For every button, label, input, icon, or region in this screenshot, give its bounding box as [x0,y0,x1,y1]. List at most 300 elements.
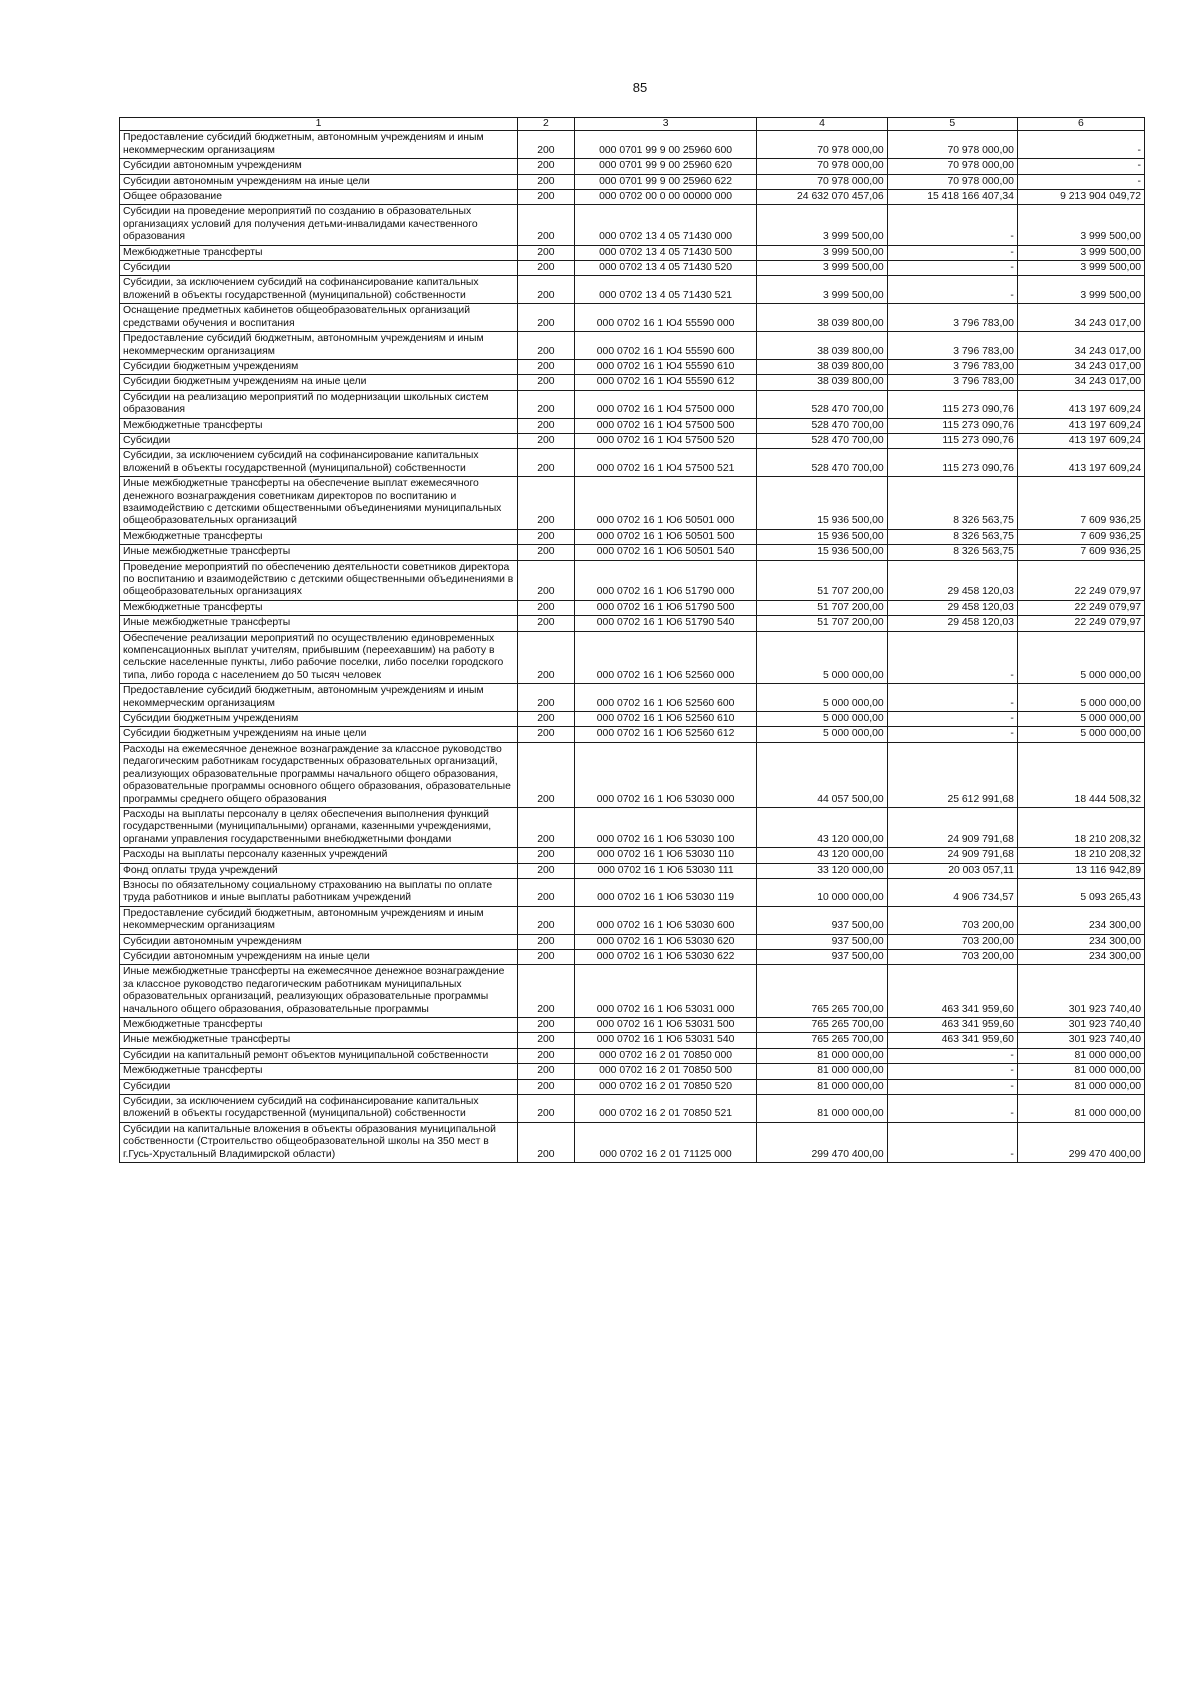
row-value-col5: 115 273 090,76 [887,418,1017,433]
row-value-col6: 413 197 609,24 [1017,418,1144,433]
row-value-col4: 765 265 700,00 [757,1018,887,1033]
row-value-col6: - [1017,159,1144,174]
row-classification-code: 000 0702 16 1 Ю4 57500 521 [574,449,757,477]
row-value-col6: 3 999 500,00 [1017,205,1144,245]
row-value-col4: 528 470 700,00 [757,433,887,448]
row-code: 200 [518,205,575,245]
row-classification-code: 000 0702 13 4 05 71430 500 [574,245,757,260]
row-classification-code: 000 0702 16 1 Ю6 51790 500 [574,600,757,615]
row-value-col4: 765 265 700,00 [757,965,887,1018]
table-row [120,616,1145,631]
row-value-col4: 51 707 200,00 [757,600,887,615]
row-value-col4: 3 999 500,00 [757,245,887,260]
table-row [120,742,1145,807]
row-description: Субсидии автономным учреждениям на иные цели [120,949,518,964]
row-code: 200 [518,1064,575,1079]
row-code: 200 [518,449,575,477]
row-classification-code: 000 0702 16 1 Ю6 53030 620 [574,934,757,949]
table-row [120,1064,1145,1079]
row-value-col6: 34 243 017,00 [1017,359,1144,374]
table-row [120,949,1145,964]
row-value-col5: - [887,1048,1017,1063]
row-value-col4: 937 500,00 [757,906,887,934]
row-value-col4: 765 265 700,00 [757,1033,887,1048]
row-classification-code: 000 0702 16 1 Ю6 50501 500 [574,529,757,544]
row-value-col5: - [887,1064,1017,1079]
table-row [120,529,1145,544]
row-code: 200 [518,949,575,964]
row-code: 200 [518,807,575,847]
row-value-col5: 24 909 791,68 [887,807,1017,847]
row-value-col4: 15 936 500,00 [757,477,887,530]
row-classification-code: 000 0702 13 4 05 71430 521 [574,276,757,304]
row-code: 200 [518,529,575,544]
row-value-col6: 413 197 609,24 [1017,433,1144,448]
row-value-col6: 22 249 079,97 [1017,560,1144,600]
row-description: Субсидии бюджетным учреждениям на иные цели [120,375,518,390]
table-row [120,1033,1145,1048]
row-description: Субсидии, за исключением субсидий на софинансирование капитальных вложений в объекты государственной (муниципальной) собственности [120,276,518,304]
table-row [120,1079,1145,1094]
table-row [120,205,1145,245]
row-description: Субсидии автономным учреждениям на иные цели [120,174,518,189]
row-code: 200 [518,304,575,332]
row-value-col4: 15 936 500,00 [757,529,887,544]
row-classification-code: 000 0702 16 1 Ю4 55590 610 [574,359,757,374]
table-row [120,807,1145,847]
row-code: 200 [518,906,575,934]
row-description: Межбюджетные трансферты [120,529,518,544]
row-value-col4: 937 500,00 [757,949,887,964]
table-row [120,190,1145,205]
row-classification-code: 000 0702 16 2 01 70850 520 [574,1079,757,1094]
table-row [120,261,1145,276]
row-value-col4: 5 000 000,00 [757,712,887,727]
row-classification-code: 000 0702 13 4 05 71430 520 [574,261,757,276]
row-code: 200 [518,631,575,684]
table-row [120,433,1145,448]
row-value-col5: 703 200,00 [887,906,1017,934]
table-row [120,375,1145,390]
table-row [120,1018,1145,1033]
row-classification-code: 000 0702 13 4 05 71430 000 [574,205,757,245]
row-classification-code: 000 0702 00 0 00 00000 000 [574,190,757,205]
row-value-col4: 10 000 000,00 [757,878,887,906]
row-classification-code: 000 0702 16 1 Ю6 53030 110 [574,848,757,863]
row-value-col6: 34 243 017,00 [1017,375,1144,390]
row-description: Предоставление субсидий бюджетным, автономным учреждениям и иным некоммерческим организациям [120,332,518,360]
row-code: 200 [518,433,575,448]
row-value-col6: 5 000 000,00 [1017,631,1144,684]
row-classification-code: 000 0702 16 1 Ю6 51790 540 [574,616,757,631]
row-value-col5: 70 978 000,00 [887,131,1017,159]
row-value-col5: 29 458 120,03 [887,560,1017,600]
row-code: 200 [518,1122,575,1162]
row-code: 200 [518,560,575,600]
row-description: Субсидии на капитальный ремонт объектов муниципальной собственности [120,1048,518,1063]
row-code: 200 [518,332,575,360]
row-value-col5: - [887,712,1017,727]
row-code: 200 [518,600,575,615]
col-header-4: 4 [757,118,887,131]
row-classification-code: 000 0702 16 1 Ю6 53031 000 [574,965,757,1018]
row-value-col5: 29 458 120,03 [887,600,1017,615]
row-classification-code: 000 0702 16 1 Ю6 52560 612 [574,727,757,742]
row-value-col5: 15 418 166 407,34 [887,190,1017,205]
row-code: 200 [518,174,575,189]
table-row [120,906,1145,934]
row-code: 200 [518,276,575,304]
row-code: 200 [518,261,575,276]
table-row [120,390,1145,418]
row-classification-code: 000 0701 99 9 00 25960 622 [574,174,757,189]
table-row [120,1122,1145,1162]
row-value-col4: 70 978 000,00 [757,174,887,189]
table-row [120,600,1145,615]
table-row [120,1095,1145,1123]
row-description: Иные межбюджетные трансферты [120,1033,518,1048]
row-value-col5: - [887,205,1017,245]
row-description: Предоставление субсидий бюджетным, автономным учреждениям и иным некоммерческим организациям [120,684,518,712]
row-value-col6: 18 210 208,32 [1017,807,1144,847]
row-description: Фонд оплаты труда учреждений [120,863,518,878]
row-description: Расходы на выплаты персоналу казенных учреждений [120,848,518,863]
row-code: 200 [518,359,575,374]
row-code: 200 [518,684,575,712]
row-description: Иные межбюджетные трансферты [120,545,518,560]
row-code: 200 [518,934,575,949]
row-value-col5: 4 906 734,57 [887,878,1017,906]
table-row [120,545,1145,560]
row-value-col6: 5 000 000,00 [1017,684,1144,712]
row-value-col4: 15 936 500,00 [757,545,887,560]
row-value-col4: 51 707 200,00 [757,616,887,631]
row-value-col6: 18 210 208,32 [1017,848,1144,863]
row-value-col5: 8 326 563,75 [887,529,1017,544]
row-value-col5: 8 326 563,75 [887,477,1017,530]
table-row [120,131,1145,159]
row-value-col5: 115 273 090,76 [887,449,1017,477]
row-description: Межбюджетные трансферты [120,1018,518,1033]
row-code: 200 [518,863,575,878]
row-value-col4: 937 500,00 [757,934,887,949]
row-description: Межбюджетные трансферты [120,1064,518,1079]
row-value-col5: - [887,1122,1017,1162]
table-row [120,174,1145,189]
row-value-col4: 38 039 800,00 [757,375,887,390]
row-value-col6: 234 300,00 [1017,934,1144,949]
row-value-col4: 5 000 000,00 [757,631,887,684]
row-value-col5: 24 909 791,68 [887,848,1017,863]
row-value-col6: - [1017,174,1144,189]
row-classification-code: 000 0702 16 1 Ю4 55590 600 [574,332,757,360]
row-value-col6: 22 249 079,97 [1017,600,1144,615]
row-code: 200 [518,545,575,560]
row-code: 200 [518,1095,575,1123]
row-value-col6: 5 000 000,00 [1017,727,1144,742]
row-value-col6: - [1017,131,1144,159]
row-value-col6: 7 609 936,25 [1017,545,1144,560]
table-row [120,276,1145,304]
row-description: Проведение мероприятий по обеспечению деятельности советников директора по воспитанию и взаимодействию с детскими общественными объединениями в общеобразовательных организациях [120,560,518,600]
row-value-col4: 81 000 000,00 [757,1079,887,1094]
row-description: Субсидии бюджетным учреждениям [120,359,518,374]
row-classification-code: 000 0702 16 1 Ю6 53030 600 [574,906,757,934]
row-description: Межбюджетные трансферты [120,600,518,615]
table-row [120,684,1145,712]
row-value-col6: 13 116 942,89 [1017,863,1144,878]
row-code: 200 [518,131,575,159]
row-description: Субсидии [120,261,518,276]
header-row [120,118,1145,131]
row-description: Предоставление субсидий бюджетным, автономным учреждениям и иным некоммерческим организациям [120,131,518,159]
row-description: Субсидии бюджетным учреждениям [120,712,518,727]
row-classification-code: 000 0702 16 1 Ю4 57500 520 [574,433,757,448]
row-classification-code: 000 0702 16 1 Ю6 50501 000 [574,477,757,530]
row-value-col5: - [887,1095,1017,1123]
row-value-col6: 7 609 936,25 [1017,529,1144,544]
row-value-col5: 463 341 959,60 [887,1018,1017,1033]
row-code: 200 [518,375,575,390]
row-value-col5: - [887,245,1017,260]
row-code: 200 [518,245,575,260]
row-value-col4: 43 120 000,00 [757,848,887,863]
row-code: 200 [518,878,575,906]
row-code: 200 [518,1018,575,1033]
row-classification-code: 000 0702 16 1 Ю6 53030 100 [574,807,757,847]
row-description: Субсидии, за исключением субсидий на софинансирование капитальных вложений в объекты государственной (муниципальной) собственности [120,1095,518,1123]
budget-table [119,117,1145,1163]
row-description: Субсидии на проведение мероприятий по созданию в образовательных организациях условий для получения детьми-инвалидами качественного образования [120,205,518,245]
row-description: Межбюджетные трансферты [120,245,518,260]
row-description: Субсидии [120,1079,518,1094]
row-value-col6: 413 197 609,24 [1017,449,1144,477]
table-row [120,712,1145,727]
row-classification-code: 000 0702 16 2 01 70850 000 [574,1048,757,1063]
row-value-col6: 81 000 000,00 [1017,1079,1144,1094]
row-value-col4: 33 120 000,00 [757,863,887,878]
row-value-col6: 7 609 936,25 [1017,477,1144,530]
row-description: Межбюджетные трансферты [120,418,518,433]
row-value-col4: 44 057 500,00 [757,742,887,807]
row-code: 200 [518,390,575,418]
row-value-col6: 413 197 609,24 [1017,390,1144,418]
page-number: 85 [632,80,648,95]
col-header-6: 6 [1017,118,1144,131]
col-header-2: 2 [518,118,575,131]
row-value-col6: 34 243 017,00 [1017,304,1144,332]
table-row [120,934,1145,949]
row-classification-code: 000 0702 16 1 Ю6 53031 540 [574,1033,757,1048]
row-description: Иные межбюджетные трансферты на обеспечение выплат ежемесячного денежного вознаграждения советникам директоров по воспитанию и взаимодействию с детскими общественными объединениями муниципальных общеобразовательных организаций [120,477,518,530]
row-value-col6: 9 213 904 049,72 [1017,190,1144,205]
table-row [120,304,1145,332]
table-row [120,560,1145,600]
row-description: Взносы по обязательному социальному страхованию на выплаты по оплате труда работников и иные выплаты работникам учреждений [120,878,518,906]
row-value-col6: 234 300,00 [1017,949,1144,964]
row-classification-code: 000 0702 16 1 Ю4 57500 500 [574,418,757,433]
row-value-col4: 299 470 400,00 [757,1122,887,1162]
row-code: 200 [518,1033,575,1048]
row-classification-code: 000 0702 16 1 Ю6 53030 119 [574,878,757,906]
row-value-col5: 115 273 090,76 [887,390,1017,418]
row-description: Обеспечение реализации мероприятий по осуществлению единовременных компенсационных выплат учителям, прибывшим (переехавшим) на работу в сельские населенные пункты, либо рабочие поселки, либо поселки городского типа, либо города с населением до 50 тысяч человек [120,631,518,684]
row-description: Общее образование [120,190,518,205]
row-code: 200 [518,477,575,530]
table-row [120,332,1145,360]
row-value-col5: 3 796 783,00 [887,359,1017,374]
row-value-col5: 8 326 563,75 [887,545,1017,560]
row-description: Субсидии на реализацию мероприятий по модернизации школьных систем образования [120,390,518,418]
table-row [120,418,1145,433]
row-description: Субсидии [120,433,518,448]
row-value-col4: 38 039 800,00 [757,304,887,332]
row-classification-code: 000 0702 16 1 Ю4 55590 000 [574,304,757,332]
row-value-col5: - [887,276,1017,304]
row-classification-code: 000 0702 16 1 Ю6 52560 610 [574,712,757,727]
row-value-col5: 29 458 120,03 [887,616,1017,631]
row-value-col6: 22 249 079,97 [1017,616,1144,631]
row-code: 200 [518,848,575,863]
row-value-col6: 301 923 740,40 [1017,965,1144,1018]
table-row [120,631,1145,684]
row-value-col4: 38 039 800,00 [757,332,887,360]
row-value-col5: 115 273 090,76 [887,433,1017,448]
row-classification-code: 000 0702 16 1 Ю6 51790 000 [574,560,757,600]
row-code: 200 [518,742,575,807]
row-code: 200 [518,727,575,742]
row-classification-code: 000 0701 99 9 00 25960 600 [574,131,757,159]
row-value-col4: 81 000 000,00 [757,1064,887,1079]
row-value-col6: 5 093 265,43 [1017,878,1144,906]
row-value-col4: 70 978 000,00 [757,131,887,159]
row-description: Оснащение предметных кабинетов общеобразовательных организаций средствами обучения и воспитания [120,304,518,332]
row-value-col5: - [887,684,1017,712]
table-row [120,1048,1145,1063]
col-header-5: 5 [887,118,1017,131]
row-value-col5: - [887,631,1017,684]
row-value-col4: 3 999 500,00 [757,276,887,304]
table-row [120,245,1145,260]
row-description: Субсидии бюджетным учреждениям на иные цели [120,727,518,742]
row-description: Субсидии автономным учреждениям [120,934,518,949]
row-value-col4: 3 999 500,00 [757,205,887,245]
row-value-col4: 70 978 000,00 [757,159,887,174]
row-classification-code: 000 0702 16 1 Ю6 52560 600 [574,684,757,712]
table-row [120,159,1145,174]
table-row [120,863,1145,878]
row-value-col6: 299 470 400,00 [1017,1122,1144,1162]
row-value-col5: - [887,1079,1017,1094]
row-classification-code: 000 0702 16 2 01 70850 521 [574,1095,757,1123]
row-code: 200 [518,190,575,205]
row-code: 200 [518,159,575,174]
row-value-col6: 81 000 000,00 [1017,1064,1144,1079]
row-code: 200 [518,1079,575,1094]
table-row [120,727,1145,742]
row-value-col5: 703 200,00 [887,934,1017,949]
table-row [120,965,1145,1018]
row-classification-code: 000 0702 16 1 Ю6 53030 000 [574,742,757,807]
row-value-col6: 3 999 500,00 [1017,276,1144,304]
row-value-col5: 20 003 057,11 [887,863,1017,878]
row-classification-code: 000 0702 16 1 Ю6 50501 540 [574,545,757,560]
table-row [120,848,1145,863]
row-classification-code: 000 0702 16 1 Ю6 53030 622 [574,949,757,964]
table-row [120,359,1145,374]
row-value-col6: 5 000 000,00 [1017,712,1144,727]
row-code: 200 [518,712,575,727]
table-row [120,477,1145,530]
row-value-col6: 34 243 017,00 [1017,332,1144,360]
row-classification-code: 000 0701 99 9 00 25960 620 [574,159,757,174]
row-description: Иные межбюджетные трансферты на ежемесячное денежное вознаграждение за классное руководство педагогическим работникам муниципальных образовательных организаций, реализующих образовательные программы начального общего образования, образовательные программы [120,965,518,1018]
row-value-col5: 3 796 783,00 [887,375,1017,390]
row-description: Предоставление субсидий бюджетным, автономным учреждениям и иным некоммерческим организациям [120,906,518,934]
row-code: 200 [518,1048,575,1063]
row-value-col4: 5 000 000,00 [757,727,887,742]
row-value-col6: 18 444 508,32 [1017,742,1144,807]
row-value-col4: 51 707 200,00 [757,560,887,600]
row-code: 200 [518,418,575,433]
row-description: Субсидии на капитальные вложения в объекты образования муниципальной собственности (Строительство общеобразовательной школы на 350 мест в г.Гусь-Хрустальный Владимирской области) [120,1122,518,1162]
row-value-col4: 43 120 000,00 [757,807,887,847]
row-value-col4: 528 470 700,00 [757,418,887,433]
row-value-col5: 25 612 991,68 [887,742,1017,807]
row-value-col4: 5 000 000,00 [757,684,887,712]
row-value-col5: 3 796 783,00 [887,332,1017,360]
row-description: Субсидии, за исключением субсидий на софинансирование капитальных вложений в объекты государственной (муниципальной) собственности [120,449,518,477]
row-value-col6: 301 923 740,40 [1017,1033,1144,1048]
row-value-col5: 463 341 959,60 [887,965,1017,1018]
row-classification-code: 000 0702 16 2 01 71125 000 [574,1122,757,1162]
table-row [120,449,1145,477]
row-value-col5: 70 978 000,00 [887,159,1017,174]
row-value-col5: 463 341 959,60 [887,1033,1017,1048]
table-row [120,878,1145,906]
row-classification-code: 000 0702 16 1 Ю4 55590 612 [574,375,757,390]
col-header-3: 3 [574,118,757,131]
row-classification-code: 000 0702 16 1 Ю4 57500 000 [574,390,757,418]
row-classification-code: 000 0702 16 2 01 70850 500 [574,1064,757,1079]
row-value-col6: 301 923 740,40 [1017,1018,1144,1033]
row-value-col4: 81 000 000,00 [757,1095,887,1123]
row-description: Расходы на ежемесячное денежное вознаграждение за классное руководство педагогическим работникам государственных образовательных организаций, реализующих образовательные программы начального общего образования, образовательные программы основного общего образования, образовательные программы среднего общего образования [120,742,518,807]
row-value-col4: 528 470 700,00 [757,390,887,418]
row-description: Субсидии автономным учреждениям [120,159,518,174]
row-code: 200 [518,616,575,631]
row-classification-code: 000 0702 16 1 Ю6 53031 500 [574,1018,757,1033]
row-classification-code: 000 0702 16 1 Ю6 53030 111 [574,863,757,878]
row-value-col5: 703 200,00 [887,949,1017,964]
row-value-col4: 3 999 500,00 [757,261,887,276]
row-value-col5: 70 978 000,00 [887,174,1017,189]
row-value-col4: 528 470 700,00 [757,449,887,477]
row-value-col6: 3 999 500,00 [1017,245,1144,260]
row-code: 200 [518,965,575,1018]
row-value-col4: 81 000 000,00 [757,1048,887,1063]
row-classification-code: 000 0702 16 1 Ю6 52560 000 [574,631,757,684]
row-value-col6: 81 000 000,00 [1017,1048,1144,1063]
row-value-col6: 3 999 500,00 [1017,261,1144,276]
row-value-col4: 24 632 070 457,06 [757,190,887,205]
row-value-col6: 81 000 000,00 [1017,1095,1144,1123]
row-description: Расходы на выплаты персоналу в целях обеспечения выполнения функций государственными (муниципальными) органами, казенными учреждениями, органами управления государственными внебюджетными фондами [120,807,518,847]
row-value-col5: 3 796 783,00 [887,304,1017,332]
row-value-col5: - [887,261,1017,276]
row-value-col5: - [887,727,1017,742]
col-header-1: 1 [120,118,518,131]
